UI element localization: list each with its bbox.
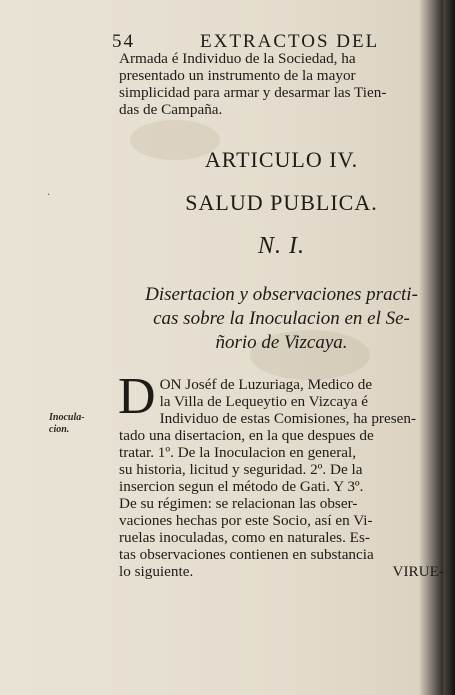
text-line: De su régimen: se relacionan las obser- (119, 495, 358, 512)
title-line: cas sobre la Inoculacion en el Se- (153, 308, 410, 329)
text-line: tas observaciones contienen en substancia (119, 546, 374, 563)
running-head-title: EXTRACTOS DEL (200, 31, 380, 52)
text-line: la Villa de Lequeytio en Vizcaya é (159, 393, 369, 410)
text-line: tratar. 1º. De la Inoculacion en general, (119, 444, 357, 461)
page-gutter-shadow (443, 0, 455, 695)
entry-title (119, 283, 444, 355)
text-line: simplicidad para armar y desarmar las Tien- (119, 84, 387, 101)
margin-note-line: Inocula- (49, 412, 85, 423)
body-paragraph (118, 368, 444, 580)
page-number: 54 (112, 31, 135, 52)
text-line: su historia, licitud y seguridad. 2º. De la (119, 461, 363, 478)
number-heading: N. I. (258, 233, 305, 259)
text-line: Armada é Individuo de la Sociedad, ha (119, 50, 356, 67)
intro-paragraph (119, 50, 444, 118)
text-line: presentado un instrumento de la mayor (119, 67, 356, 84)
margin-note-line: cion. (49, 424, 70, 435)
stray-mark: · (47, 190, 51, 201)
section-heading: SALUD PUBLICA. (185, 190, 378, 215)
text-line: ruelas inoculadas, como en naturales. Es- (119, 529, 370, 546)
last-line-row (119, 563, 444, 580)
article-heading: ARTICULO IV. (204, 147, 359, 172)
margin-note (49, 412, 99, 436)
drop-cap: D (118, 368, 156, 425)
title-line: ñorio de Vizcaya. (215, 332, 348, 353)
text-line: tado una disertacion, en la que despues de (119, 427, 374, 444)
text-line: das de Campaña. (119, 101, 223, 118)
text-line: Individuo de estas Comisiones, ha presen- (159, 410, 417, 427)
text-line: lo siguiente. (119, 563, 194, 580)
text-line: insercion segun el método de Gati. Y 3º. (119, 478, 364, 495)
text-line: ON Joséf de Luzuriaga, Medico de (159, 376, 373, 393)
title-line: Disertacion y observaciones practi- (145, 284, 418, 305)
catchword: VIRUE- (392, 563, 444, 580)
text-line: vaciones hechas por este Socio, así en Vi- (119, 512, 373, 529)
